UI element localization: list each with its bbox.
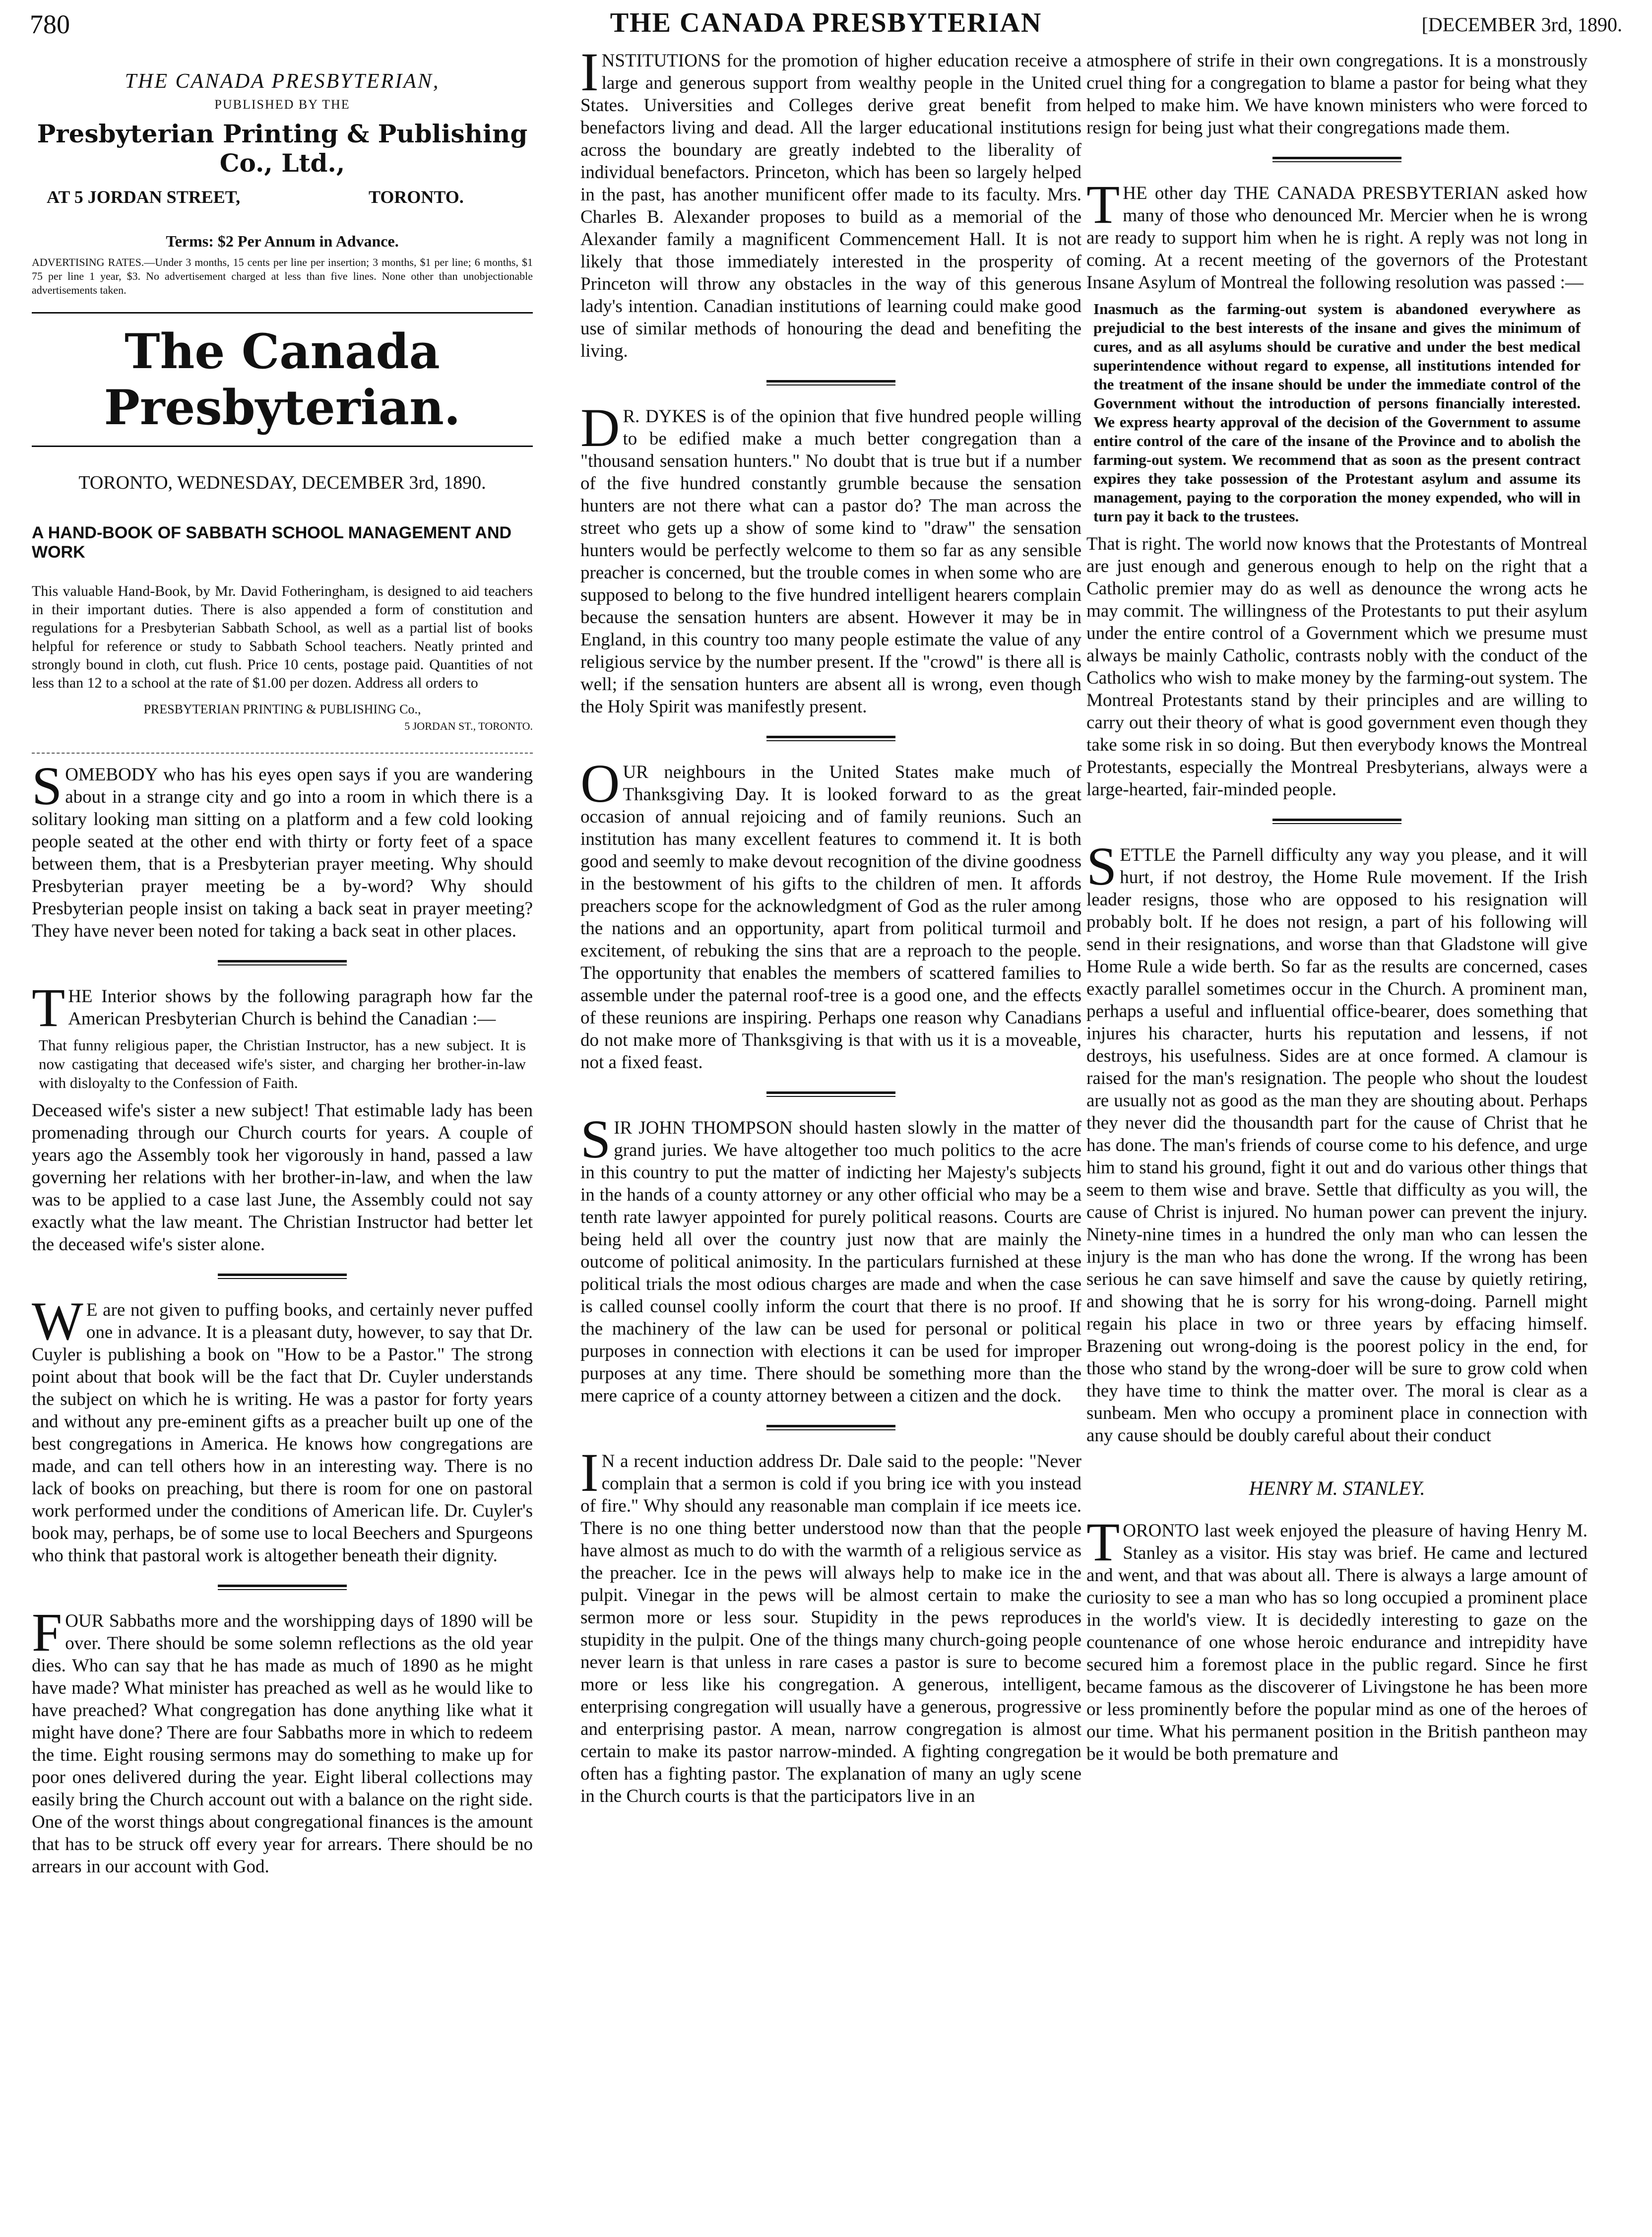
paragraph-text: ORONTO last week enjoyed the pleasure of having Henry M. Stanley as a visitor. His stay was brief. He came and lectured and went, and that was about all. There is always a large amount of curiosity to see a man who has so long occupied a prominent place in the world's view. It is decidedly interesting to gaze on the countenance of one whose heroic endurance and intrepidity have secured him a foremost place in the public regard. Since he first became famous as the discoverer of Livingstone he has been more or less prominently before the popular mind as one of the heroes of our time. What his permanent position in the British pantheon may be it would be both premature and	[1086, 1521, 1588, 1764]
drop-cap: F	[32, 1602, 63, 1662]
masthead-address: AT 5 JORDAN STREET,	[47, 187, 241, 207]
paragraph-institutions	[580, 42, 1081, 362]
paragraph-cuyler	[32, 1291, 533, 1567]
column-3	[1086, 50, 1588, 1771]
masthead-address-line	[32, 187, 533, 207]
section-rule	[1272, 157, 1401, 162]
masthead-dateline: TORONTO, WEDNESDAY, DECEMBER 3rd, 1890.	[78, 472, 486, 493]
paragraph-somebody	[32, 756, 533, 942]
masthead-city: TORONTO.	[369, 187, 464, 207]
drop-cap: W	[32, 1291, 83, 1351]
handbook-signature: PRESBYTERIAN PRINTING & PUBLISHING Co.,	[143, 702, 421, 716]
running-title: THE CANADA PRESBYTERIAN	[610, 7, 1042, 38]
drop-cap: I	[580, 42, 599, 102]
page-number: 780	[30, 9, 70, 39]
paragraph-text: UR neighbours in the United States make much of Thanksgiving Day. It is looked forward to as the great occasion of annual rejoicing and of family reunions. Such an institution has many excellent features to commend it. It is both good and seemly to make devout recognition of the divine goodness in the bestowment of his gifts to the children of men. It affords preachers scope for the acknowledgment of God as the ruler among the nations and an opportunity, apart from political turmoil and excitement, of rebuking the sins that are a reproach to the people. The opportunity that enables the members of scattered families to assemble under the paternal roof-tree is a good one, and the effects of these reunions are inspiring. Perhaps one reason why Canadians do not make more of Thanksgiving is that with us it is a moveable, not a fixed feast.	[580, 762, 1081, 1073]
section-rule	[1272, 819, 1401, 824]
drop-cap: I	[580, 1442, 599, 1503]
masthead-small-title: THE CANADA PRESBYTERIAN,	[125, 70, 440, 93]
paragraph-text: E are not given to puffing books, and certainly never puffed one in advance. It is a pleasant duty, however, to say that Dr. Cuyler is publishing a book on "How to be a Pastor." The strong point about that book will be the fact that Dr. Cuyler understands the subject on which he is writing. He was a pastor for forty years and without any pre-eminent gifts as a preacher built up one of the best congregations in America. He knows how congregations are made, and can tell others how in an interesting way. There is no lack of books on preaching, but there is room for one on pastoral work performed under the conditions of American life. Dr. Cuyler's book may, perhaps, be of some use to local Beechers and Spurgeons who think that pastoral work is altogether beneath their dignity.	[32, 1300, 533, 1566]
paragraph-dykes	[580, 397, 1081, 718]
section-rule	[218, 1274, 347, 1279]
paragraph-four-sabbaths	[32, 1602, 533, 1878]
paragraph-text: HE other day THE CANADA PRESBYTERIAN asked how many of those who denounced Mr. Mercier when he is wrong are ready to support him when he is right. A reply was not long in coming. At a recent meeting of the governors of the Protestant Insane Asylum of Montreal the following resolution was passed :—	[1086, 183, 1588, 293]
paragraph-text: OMEBODY who has his eyes open says if you are wandering about in a strange city and go into a room in which there is a solitary looking man sitting on a platform and a few cold looking people seated at the other end with thirty or forty feet of a space between them, that is a Presbyterian prayer meeting. Why should Presbyterian prayer meeting be a by-word? Why should Presbyterian people insist on taking a back seat in prayer meeting? They have never been noted for taking a back seat in other places.	[32, 765, 533, 941]
paragraph-text: HE Interior shows by the following paragraph how far the American Presbyterian Church is behind the Canadian :—	[68, 986, 533, 1029]
drop-cap: O	[580, 753, 620, 814]
drop-cap: T	[1086, 174, 1120, 235]
section-rule	[766, 1425, 895, 1430]
masthead-big-title: The Canada Presbyterian.	[32, 312, 533, 447]
section-rule	[766, 1091, 895, 1097]
drop-cap: T	[1086, 1512, 1120, 1572]
paragraph-text: R. DYKES is of the opinion that five hundred people willing to be edified make a much better congregation than a "thousand sensation hunters." No doubt that is true but if a number of the five hundred constantly grumble because the sensation hunters are not there what can a pastor do? The man across the street who gets up a show of some kind to "draw" the sensation hunters would be perfectly welcome to them so far as any sensible preacher is concerned, but the trouble comes in when some who are supposed to belong to the five hundred intelligent hearers complain because the sensation hunters are absent. However it may be in England, in this country too many people estimate the value of any religious service by the number present. If the "crowd" is there all is well; if the sensation hunters are absent all is wrong, even though the Holy Spirit was manifestly present.	[580, 406, 1081, 717]
masthead-terms: Terms: $2 Per Annum in Advance.	[166, 232, 399, 250]
paragraph-interior	[32, 977, 533, 1038]
handbook-address: 5 JORDAN ST., TORONTO.	[404, 720, 533, 732]
paragraph-that-is-right: That is right. The world now knows that the Protestants of Montreal are just enough and generous enough to help on the right that a Catholic premier may do as well as denounce the wrong acts he may commit. The willingness of the Protestants to put their asylum under the entire control of a Government which we presume must always be mainly Catholic, contrasts nobly with the conduct of the Catholics who wish to make money by the farming-out system. The Montreal Protestants stand by their principles and are willing to carry out their theory of what is good government even though they take some risk in so doing. But then everybody knows the Montreal Protestants, especially the Montreal Presbyterians, always were a large-hearted, fair-minded people.	[1086, 534, 1588, 800]
section-rule	[766, 736, 895, 741]
column-1	[32, 50, 533, 1884]
paragraph-parnell	[1086, 836, 1588, 1447]
drop-cap: S	[1086, 836, 1117, 896]
drop-cap: S	[580, 1109, 611, 1169]
paragraph-thompson	[580, 1109, 1081, 1407]
paragraph-dale	[580, 1442, 1081, 1807]
section-rule	[218, 960, 347, 965]
paragraph-stanley	[1086, 1512, 1588, 1765]
section-rule	[766, 380, 895, 385]
quote-interior: That funny religious paper, the Christian Instructor, has a new subject. It is now castigating that deceased wife's sister, and charging her brother-in-law with disloyalty to the Confession of Faith.	[39, 1036, 526, 1091]
handbook-heading: A HAND-BOOK OF SABBATH SCHOOL MANAGEMENT AND WORK	[32, 523, 512, 562]
paragraph-text: OUR Sabbaths more and the worshipping days of 1890 will be over. There should be some solemn reflections as the old year dies. Who can say that he has made as much of 1890 as he might have made? What minister has preached as well as he would like to have preached? What congregation has done anything like what it might have done? There are four Sabbaths more in which to redeem the time. Eight rousing sermons may do something to make up for poor ones delivered during the year. Eight liberal collections may easily bring the Church account out with a balance on the right side. One of the worst things about congregational finances is the amount that has to be struck off every year for arrears. There should be no arrears in our account with God.	[32, 1611, 533, 1877]
paragraph-text: ETTLE the Parnell difficulty any way you please, and it will hurt, if not destroy, the Home Rule movement. If the Irish leader resigns, those who are opposed to his resignation will probably bolt. If he does not resign, a part of his following will send in their resignations, and worse than that Gladstone will give Home Rule a wide berth. So far as the results are concerned, cases exactly parallel sometimes occur in the Church. A prominent man, perhaps a useful and influential office-bearer, does something that injures his character, hurts his reputation and lessens, if not destroys, his usefulness. Sides are at once formed. A clamour is raised for the man's resignation. The people who shout the loudest are usually not as good as the man they are shouting about. Perhaps they never did the thousandth part for the cause of Christ that he has done. The man's friends of course come to his defence, and urge him to stand his ground, fight it out and do various other things that seem to them wise and brave. Settle that difficulty as you will, the cause of Christ is injured. No human power can prevent the injury. Ninety-nine times in a hundred the only man who can lessen the injury is the man who has done the wrong. If the wrong has been serious he can save himself and save the cause by quietly retiring, and showing that he is sorry for his wrong-doing. Parnell might regain his place in two or three years by effacing himself. Brazening out wrong-doing is the poorest policy in the end, for those who stand by the wrong-doer will be sure to grow cold when they have time to think the matter over. The moral is clear as a sunbeam. Men who occupy a prominent place in connection with any cause should be doubly careful about their conduct	[1086, 845, 1588, 1446]
paragraph-thanksgiving	[580, 753, 1081, 1074]
drop-cap: S	[32, 756, 63, 816]
drop-cap: T	[32, 977, 65, 1038]
stanley-heading: HENRY M. STANLEY.	[1249, 1477, 1425, 1499]
paragraph-continued: atmosphere of strife in their own congregations. It is a monstrously cruel thing for a congregation to blame a pastor for being what they helped to make him. We have known ministers who were forced to resign for being just what their congregations made them.	[1086, 51, 1588, 138]
column-2	[580, 42, 1081, 1813]
divider	[32, 753, 533, 754]
paragraph-text: IR JOHN THOMPSON should hasten slowly in the matter of grand juries. We have altogether too much politics to the acre in this country to put the matter of indicting her Majesty's subjects in the hands of a county attorney or any other official who may be a tenth rate lawyer appointed for purely political reasons. Courts are being held all over the country just now that are mainly the outcome of political animosity. In the particulars furnished at these political trials the most odious charges are made and when the case is called counsel coolly inform the court that there is no proof. If the machinery of the law can be used for personal or political purposes in connection with elections it can be used for improper purposes at any time. There should be something more than the mere caprice of a county attorney between a citizen and the dock.	[580, 1118, 1081, 1406]
paragraph-deceased: Deceased wife's sister a new subject! That estimable lady has been promenading through our Church courts for years. A couple of years ago the Assembly took her vigorously in hand, passed a law governing her relations with her brother-in-law, and when the law was to be applied to a case last June, the Assembly could not say exactly what the law meant. The Christian Instructor had better let the deceased wife's sister alone.	[32, 1100, 533, 1255]
handbook-body: This valuable Hand-Book, by Mr. David Fotheringham, is designed to aid teachers in their important duties. There is also appended a form of constitution and regulations for a Presbyterian Sabbath School, as well as a partial list of books helpful for reference or study to Sabbath School teachers. Neatly printed and strongly bound in cloth, cut flush. Price 10 cents, postage paid. Quantities of not less than 12 to a school at the rate of $1.00 per dozen. Address all orders to	[32, 583, 533, 691]
masthead-firm: Presbyterian Printing & Publishing Co., Ltd.,	[37, 119, 528, 178]
quote-resolution: Inasmuch as the farming-out system is abandoned everywhere as prejudicial to the best interests of the insane and gives the minimum of cures, and as all asylums should be curative and under the best medical superintendence without regard to expense, all institutions intended for the treatment of the insane should be under the immediate control of the Government without the introduction of persons financially interested. We express hearty approval of the decision of the Government to assume entire control of the care of the insane of the Province and to abolish the farming-out system. We recommend that as soon as the present contract expires they take possession of the Protestant asylum and assume its management, paying to the corporation the money expended, who will in turn pay it back to the trustees.	[1093, 300, 1581, 525]
masthead-published-by: PUBLISHED BY THE	[214, 97, 350, 112]
section-rule	[218, 1585, 347, 1590]
drop-cap: D	[580, 397, 620, 458]
masthead-advertising: ADVERTISING RATES.—Under 3 months, 15 cents per line per insertion; 3 months, $1 per line; 6 months, $1 75 per line 1 year, $3. No advertisement charged at less than five lines. None other than unobjectionable advertisements taken.	[32, 256, 533, 296]
paragraph-text: N a recent induction address Dr. Dale said to the people: "Never complain that a sermon is cold if you bring ice with you instead of fire." Why should any reasonable man complain if ice meets ice. There is no one thing better understood now than that the people have almost as much to do with the warmth of a religious service as the preacher. Ice in the pews will always help to make ice in the pulpit. Vinegar in the pews will be almost certain to make the sermon more or less sour. Stupidity in the pews reproduces stupidity in the pulpit. One of the things many church-going people never learn is that unless in rare cases a pastor is sure to become more or less like his congregation. A generous, intelligent, enterprising congregation will usually have a generous, progressive and enterprising pastor. A mean, narrow congregation is almost certain to make its pastor narrow-minded. A fighting congregation often has a fighting pastor. The explanation of many an ugly scene in the Church courts is that the participators live in an	[580, 1451, 1081, 1806]
running-date: [DECEMBER 3rd, 1890.	[1421, 13, 1622, 36]
paragraph-text: NSTITUTIONS for the promotion of higher education receive a large and generous support from wealthy people in the United States. Universities and Colleges derive great benefit from benefactors living and dead. All the larger educational institutions across the boundary are greatly indebted to the liberality of individual benefactors. Princeton, which has been so largely helped in the past, has another munificent offer made to its faculty. Mrs. Charles B. Alexander proposes to build as a memorial of the Alexander family a magnificent Commencement Hall. It is not likely that those immediately interested in the prosperity of Princeton will throw any obstacles in the way of this generous lady's intention. Canadian institutions of learning could make good use of similar methods of honouring the dead and benefiting the living.	[580, 51, 1081, 361]
paragraph-mercier	[1086, 174, 1588, 294]
